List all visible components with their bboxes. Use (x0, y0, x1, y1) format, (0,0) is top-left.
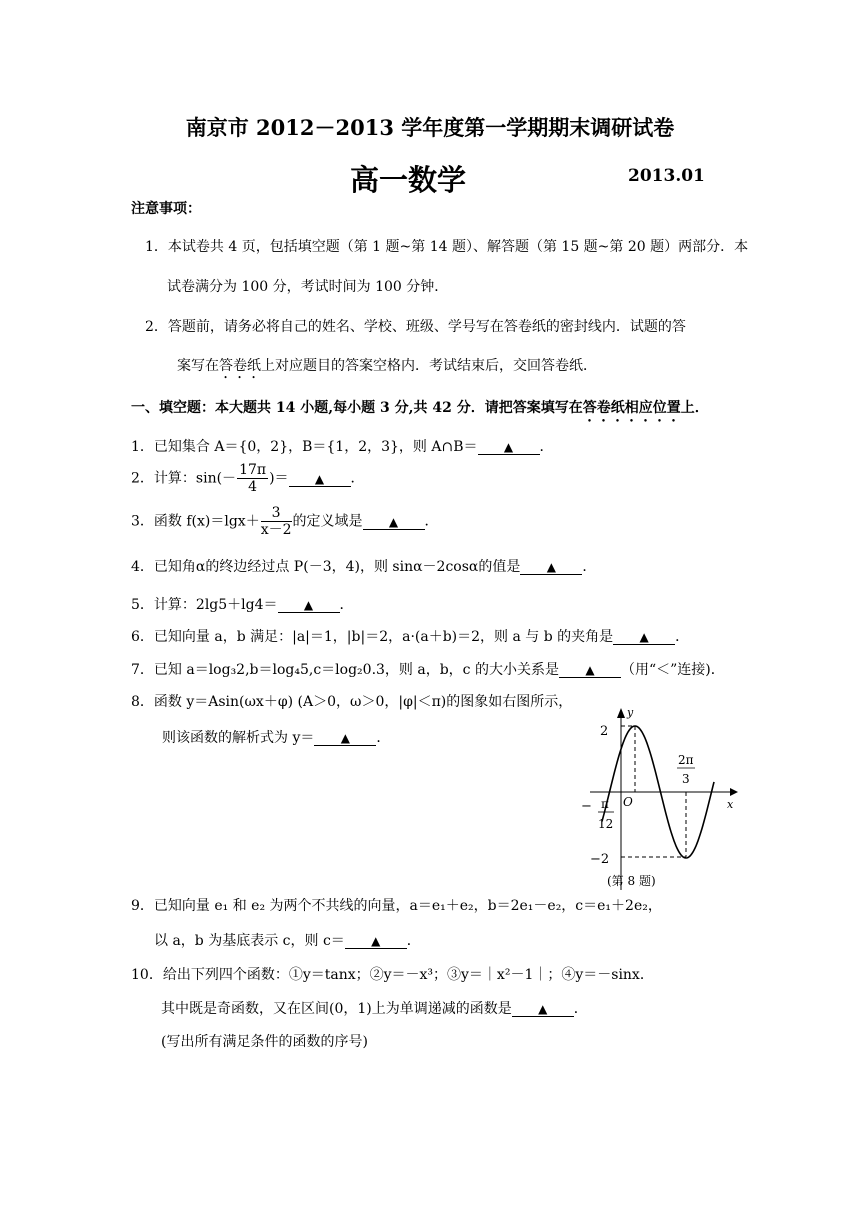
question-2: 2．计算：sin(－ $\frac{17\pi}{4}$ )＝ ▲ ． (131, 462, 365, 495)
section-1-heading: 一、填空题：本大题共 14 小题,每小题 3 分,共 42 分．请把答案填写在答卷纸相应位置上． (131, 400, 709, 416)
note-1-line-2: 试卷满分为 100 分，考试时间为 100 分钟． (167, 279, 449, 295)
note-1-line-1: 1．本试卷共 4 页，包括填空题（第 1 题~第 14 题）、解答题（第 15 题~第 20 题）两部分．本 (145, 239, 749, 255)
answer-blank: ▲ (345, 935, 407, 949)
subject-title: 高一数学 (350, 163, 467, 197)
answer-blank: ▲ (363, 516, 425, 530)
answer-blank: ▲ (314, 732, 376, 746)
notes-heading: 注意事项： (131, 201, 201, 217)
question-7: 7．已知 a＝log₃2,b＝log₄5,c＝log₂0.3，则 a，b，c 的大小关系是 ▲ （用“＜”连接)． (131, 662, 725, 678)
question-10-line-2: 其中既是奇函数，又在区间(0，1)上为单调递减的函数是 ▲ ． (161, 1001, 588, 1017)
origin-label: O (623, 795, 633, 809)
figure-caption: (第 8 题) (607, 874, 656, 888)
question-5: 5．计算：2lg5＋lg4＝ ▲ ． (131, 597, 354, 613)
x-left-sign: − (581, 799, 592, 814)
question-9-line-2: 以 a，b 为基底表示 c，则 c＝ ▲ ． (154, 933, 421, 949)
fraction: $\frac{17\pi}{4}$ (239, 462, 267, 495)
question-10-line-1: 10．给出下列四个函数：①y＝tanx；②y＝－x³；③y＝｜x²－1｜；④y＝－sinx． (131, 967, 654, 983)
question-3: 3．函数 f(x)＝lgx＋ $\frac{3}{x-2}$ 的定义域是 ▲ ． (131, 505, 439, 538)
answer-blank: ▲ (478, 441, 540, 455)
y-axis-arrow (617, 708, 625, 718)
x-right-numerator: 2π (678, 753, 694, 767)
question-8-line-2: 则该函数的解析式为 y＝ ▲ ． (162, 730, 391, 746)
answer-blank: ▲ (289, 473, 351, 487)
question-1: 1．已知集合 A＝{0，2}，B＝{1，2，3}，则 A∩B＝ ▲ ． (131, 439, 554, 455)
question-6: 6．已知向量 a，b 满足：|a|＝1，|b|＝2，a·(a＋b)＝2，则 a 与 b 的夹角是 ▲ ． (131, 629, 690, 645)
x-axis-label: x (727, 798, 734, 811)
fraction: $\frac{3}{x-2}$ (260, 505, 292, 538)
answer-blank: ▲ (520, 561, 582, 575)
question-8-line-1: 8．函数 y＝Asin(ωx＋φ) (A＞0，ω＞0，|φ|＜π)的图象如右图所示， (131, 694, 573, 710)
note-2-line-1: 2．答题前，请务必将自己的姓名、学校、班级、学号写在答卷纸的密封线内．试题的答 (145, 319, 686, 335)
x-left-denominator: 12 (598, 817, 614, 831)
answer-blank: ▲ (613, 631, 675, 645)
y-axis-label: y (627, 706, 634, 719)
note-2-line-2: 案写在答卷纸上对应题目的答案空格内．考试结束后，交回答卷纸． (177, 358, 597, 374)
emphasized-text: 答卷纸 (219, 358, 261, 374)
emphasized-text: 答卷纸相应位置 (582, 400, 681, 416)
question-4: 4．已知角α的终边经过点 P(－3，4)，则 sinα－2cosα的值是 ▲ ． (131, 559, 597, 575)
question-9-line-1: 9．已知向量 e₁ 和 e₂ 为两个不共线的向量，a＝e₁＋e₂，b＝2e₁－e₂，c＝e₁＋2e₂， (131, 898, 662, 914)
x-axis-arrow (730, 788, 738, 796)
y-min-label: −2 (590, 852, 610, 867)
x-right-denominator: 3 (682, 772, 690, 786)
answer-blank: ▲ (278, 599, 340, 613)
x-left-numerator: π (601, 797, 609, 811)
exam-title: 南京市 2012－2013 学年度第一学期期末调研试卷 (185, 115, 675, 140)
answer-blank: ▲ (512, 1003, 574, 1017)
y-max-label: 2 (600, 724, 609, 739)
exam-date: 2013.01 (628, 166, 705, 186)
answer-blank: ▲ (559, 664, 621, 678)
question-10-line-3: (写出所有满足条件的函数的序号) (161, 1034, 368, 1050)
sine-graph-figure (580, 700, 755, 890)
